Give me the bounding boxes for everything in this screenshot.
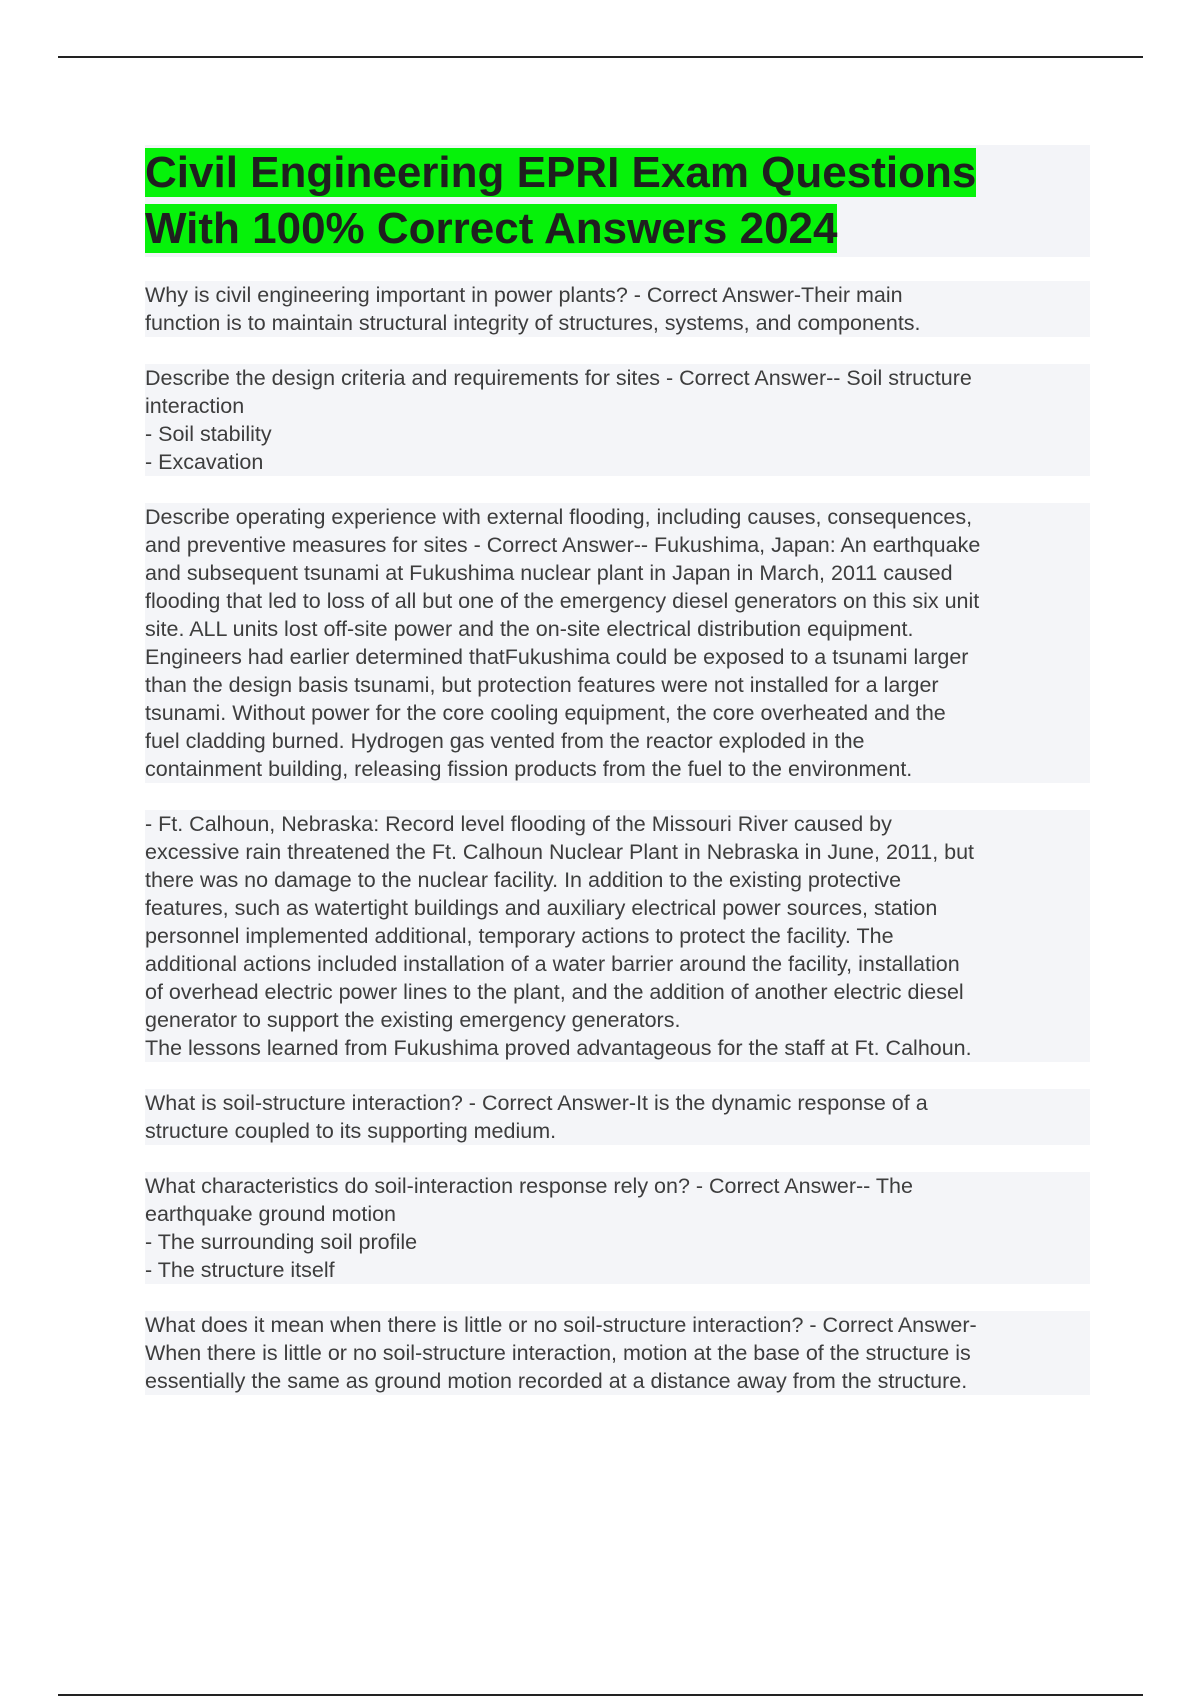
qa-item-5 bbox=[145, 1089, 1090, 1145]
qa-line: containment building, releasing fission products from the fuel to the environment. bbox=[145, 755, 1090, 783]
bottom-rule bbox=[58, 1694, 1143, 1696]
qa-line: personnel implemented additional, temporary actions to protect the facility. The bbox=[145, 922, 1090, 950]
qa-line: additional actions included installation of a water barrier around the facility, installation bbox=[145, 950, 1090, 978]
qa-line: site. ALL units lost off-site power and the on-site electrical distribution equipment. bbox=[145, 615, 1090, 643]
qa-line: - Soil stability bbox=[145, 420, 1090, 448]
title-line-1: Civil Engineering EPRI Exam Questions bbox=[145, 148, 977, 197]
qa-line: Describe the design criteria and requirements for sites - Correct Answer-- Soil structure bbox=[145, 364, 1090, 392]
qa-item-6 bbox=[145, 1172, 1090, 1284]
top-rule bbox=[58, 56, 1143, 58]
qa-line: When there is little or no soil-structure interaction, motion at the base of the structure is bbox=[145, 1339, 1090, 1367]
document-title bbox=[145, 145, 1090, 257]
qa-item-7 bbox=[145, 1311, 1090, 1395]
qa-line: interaction bbox=[145, 392, 1090, 420]
qa-line: there was no damage to the nuclear facility. In addition to the existing protective bbox=[145, 866, 1090, 894]
qa-line: flooding that led to loss of all but one of the emergency diesel generators on this six unit bbox=[145, 587, 1090, 615]
qa-item-1 bbox=[145, 281, 1090, 337]
qa-line: essentially the same as ground motion recorded at a distance away from the structure. bbox=[145, 1367, 1090, 1395]
qa-line: tsunami. Without power for the core cooling equipment, the core overheated and the bbox=[145, 699, 1090, 727]
qa-line: of overhead electric power lines to the plant, and the addition of another electric diesel bbox=[145, 978, 1090, 1006]
qa-line: Engineers had earlier determined thatFukushima could be exposed to a tsunami larger bbox=[145, 643, 1090, 671]
qa-line: earthquake ground motion bbox=[145, 1200, 1090, 1228]
qa-line: and preventive measures for sites - Correct Answer-- Fukushima, Japan: An earthquake bbox=[145, 531, 1090, 559]
qa-line: excessive rain threatened the Ft. Calhoun Nuclear Plant in Nebraska in June, 2011, but bbox=[145, 838, 1090, 866]
title-block bbox=[145, 145, 1090, 257]
qa-line: The lessons learned from Fukushima proved advantageous for the staff at Ft. Calhoun. bbox=[145, 1034, 1090, 1062]
qa-line: generator to support the existing emergency generators. bbox=[145, 1006, 1090, 1034]
qa-line: structure coupled to its supporting medium. bbox=[145, 1117, 1090, 1145]
qa-line: than the design basis tsunami, but protection features were not installed for a larger bbox=[145, 671, 1090, 699]
qa-line: fuel cladding burned. Hydrogen gas vented from the reactor exploded in the bbox=[145, 727, 1090, 755]
qa-line: features, such as watertight buildings and auxiliary electrical power sources, station bbox=[145, 894, 1090, 922]
qa-item-2 bbox=[145, 364, 1090, 476]
qa-line: - Excavation bbox=[145, 448, 1090, 476]
qa-line: - The structure itself bbox=[145, 1256, 1090, 1284]
qa-line: What characteristics do soil-interaction response rely on? - Correct Answer-- The bbox=[145, 1172, 1090, 1200]
qa-line: What is soil-structure interaction? - Correct Answer-It is the dynamic response of a bbox=[145, 1089, 1090, 1117]
qa-line: Why is civil engineering important in power plants? - Correct Answer-Their main bbox=[145, 281, 1090, 309]
qa-line: Describe operating experience with external flooding, including causes, consequences, bbox=[145, 503, 1090, 531]
qa-item-4 bbox=[145, 810, 1090, 1062]
qa-line: - The surrounding soil profile bbox=[145, 1228, 1090, 1256]
title-line-2: With 100% Correct Answers 2024 bbox=[145, 204, 838, 253]
document-body bbox=[145, 145, 1090, 1422]
qa-line: function is to maintain structural integrity of structures, systems, and components. bbox=[145, 309, 1090, 337]
qa-line: What does it mean when there is little or no soil-structure interaction? - Correct Answer- bbox=[145, 1311, 1090, 1339]
qa-line: - Ft. Calhoun, Nebraska: Record level flooding of the Missouri River caused by bbox=[145, 810, 1090, 838]
qa-line: and subsequent tsunami at Fukushima nuclear plant in Japan in March, 2011 caused bbox=[145, 559, 1090, 587]
qa-item-3 bbox=[145, 503, 1090, 783]
